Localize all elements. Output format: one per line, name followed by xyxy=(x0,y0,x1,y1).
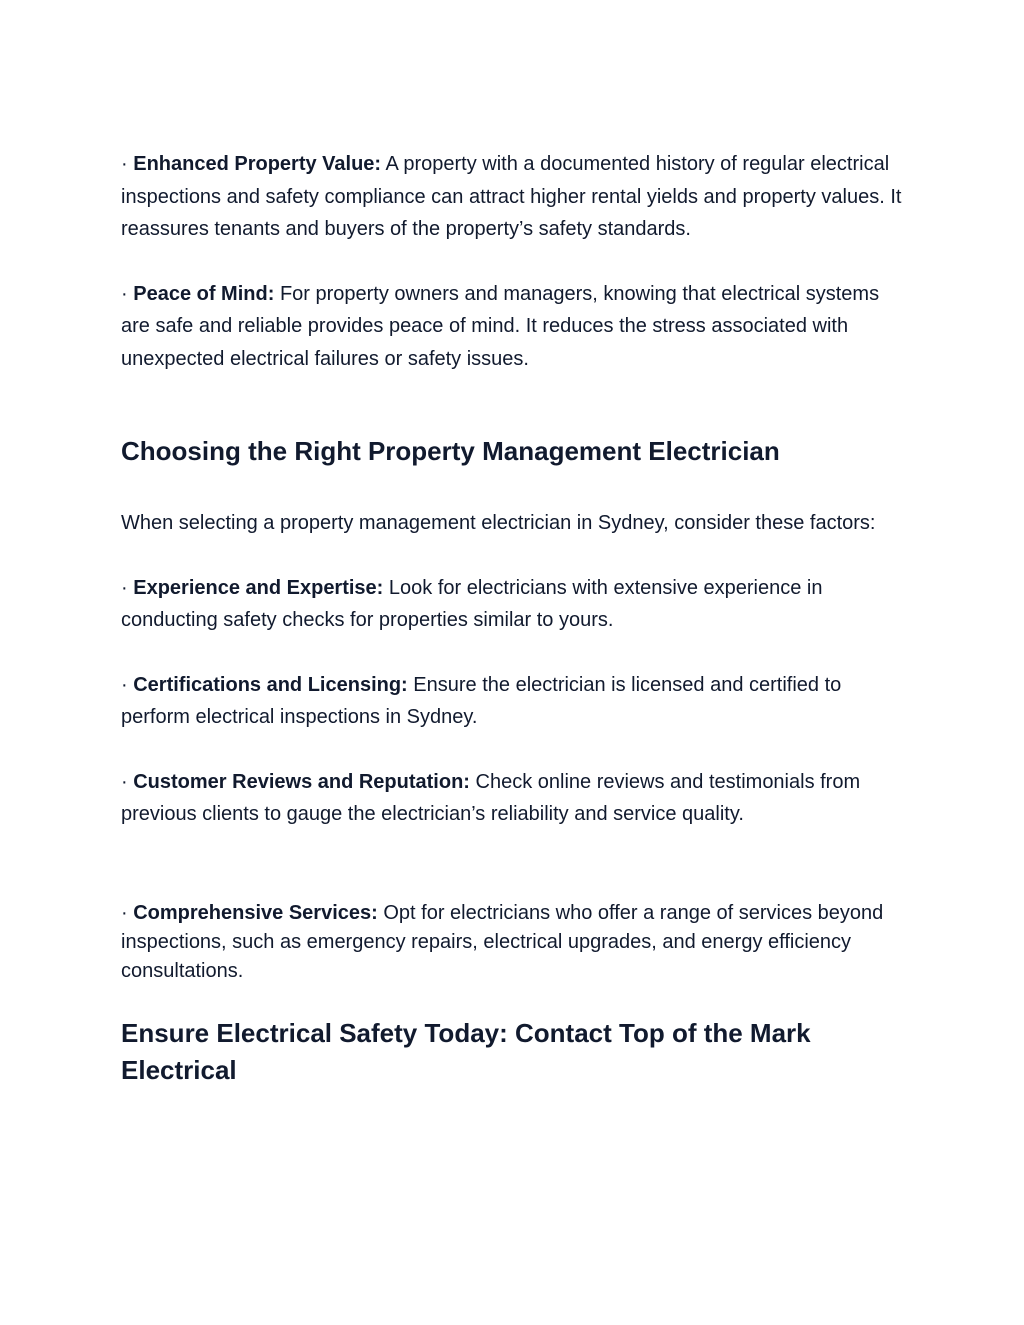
bullet: · xyxy=(121,282,128,305)
bullet: · xyxy=(121,901,128,924)
section-heading-contact: Ensure Electrical Safety Today: Contact Top of the Mark Electrical xyxy=(121,1017,811,1085)
benefit-peace-of-mind xyxy=(121,278,911,376)
factor-text: Look for electricians with extensive experience in conducting safety checks for properties similar to yours. xyxy=(121,576,823,631)
section-intro: When selecting a property management electrician in Sydney, consider these factors: xyxy=(121,512,876,534)
factor-comprehensive-services xyxy=(121,899,911,986)
benefit-text: A property with a documented history of regular electrical inspections and safety compliance can attract higher rental yields and property values. It reassures tenants and buyers of the property’s safety standards. xyxy=(121,153,902,240)
factor-experience xyxy=(121,572,911,637)
benefit-title: Enhanced Property Value: xyxy=(133,153,382,175)
bullet: · xyxy=(121,153,128,175)
factor-title: Customer Reviews and Reputation: xyxy=(133,770,470,793)
factor-text: Check online reviews and testimonials from previous clients to gauge the electrician’s reliability and service quality. xyxy=(121,770,861,825)
section-heading-choosing: Choosing the Right Property Management Electrician xyxy=(121,436,780,466)
factor-title: Certifications and Licensing: xyxy=(133,673,408,696)
benefit-enhanced-property-value xyxy=(121,148,911,246)
factor-customer-reviews xyxy=(121,766,911,831)
benefit-title: Peace of Mind: xyxy=(133,282,275,305)
document-page xyxy=(121,148,911,1089)
factor-text: Ensure the electrician is licensed and certified to perform electrical inspections in Sydney. xyxy=(121,673,842,728)
factor-title: Comprehensive Services: xyxy=(133,901,378,924)
bullet: · xyxy=(121,770,128,793)
bullet: · xyxy=(121,576,128,599)
factor-title: Experience and Expertise: xyxy=(133,576,384,599)
factor-text: Opt for electricians who offer a range of services beyond inspections, such as emergency repairs, electrical upgrades, and energy efficiency consultations. xyxy=(121,901,884,982)
benefit-text: For property owners and managers, knowing that electrical systems are safe and reliable provides peace of mind. It reduces the stress associated with unexpected electrical failures or safety issues. xyxy=(121,282,880,370)
bullet: · xyxy=(121,673,128,696)
factor-certifications xyxy=(121,669,911,734)
